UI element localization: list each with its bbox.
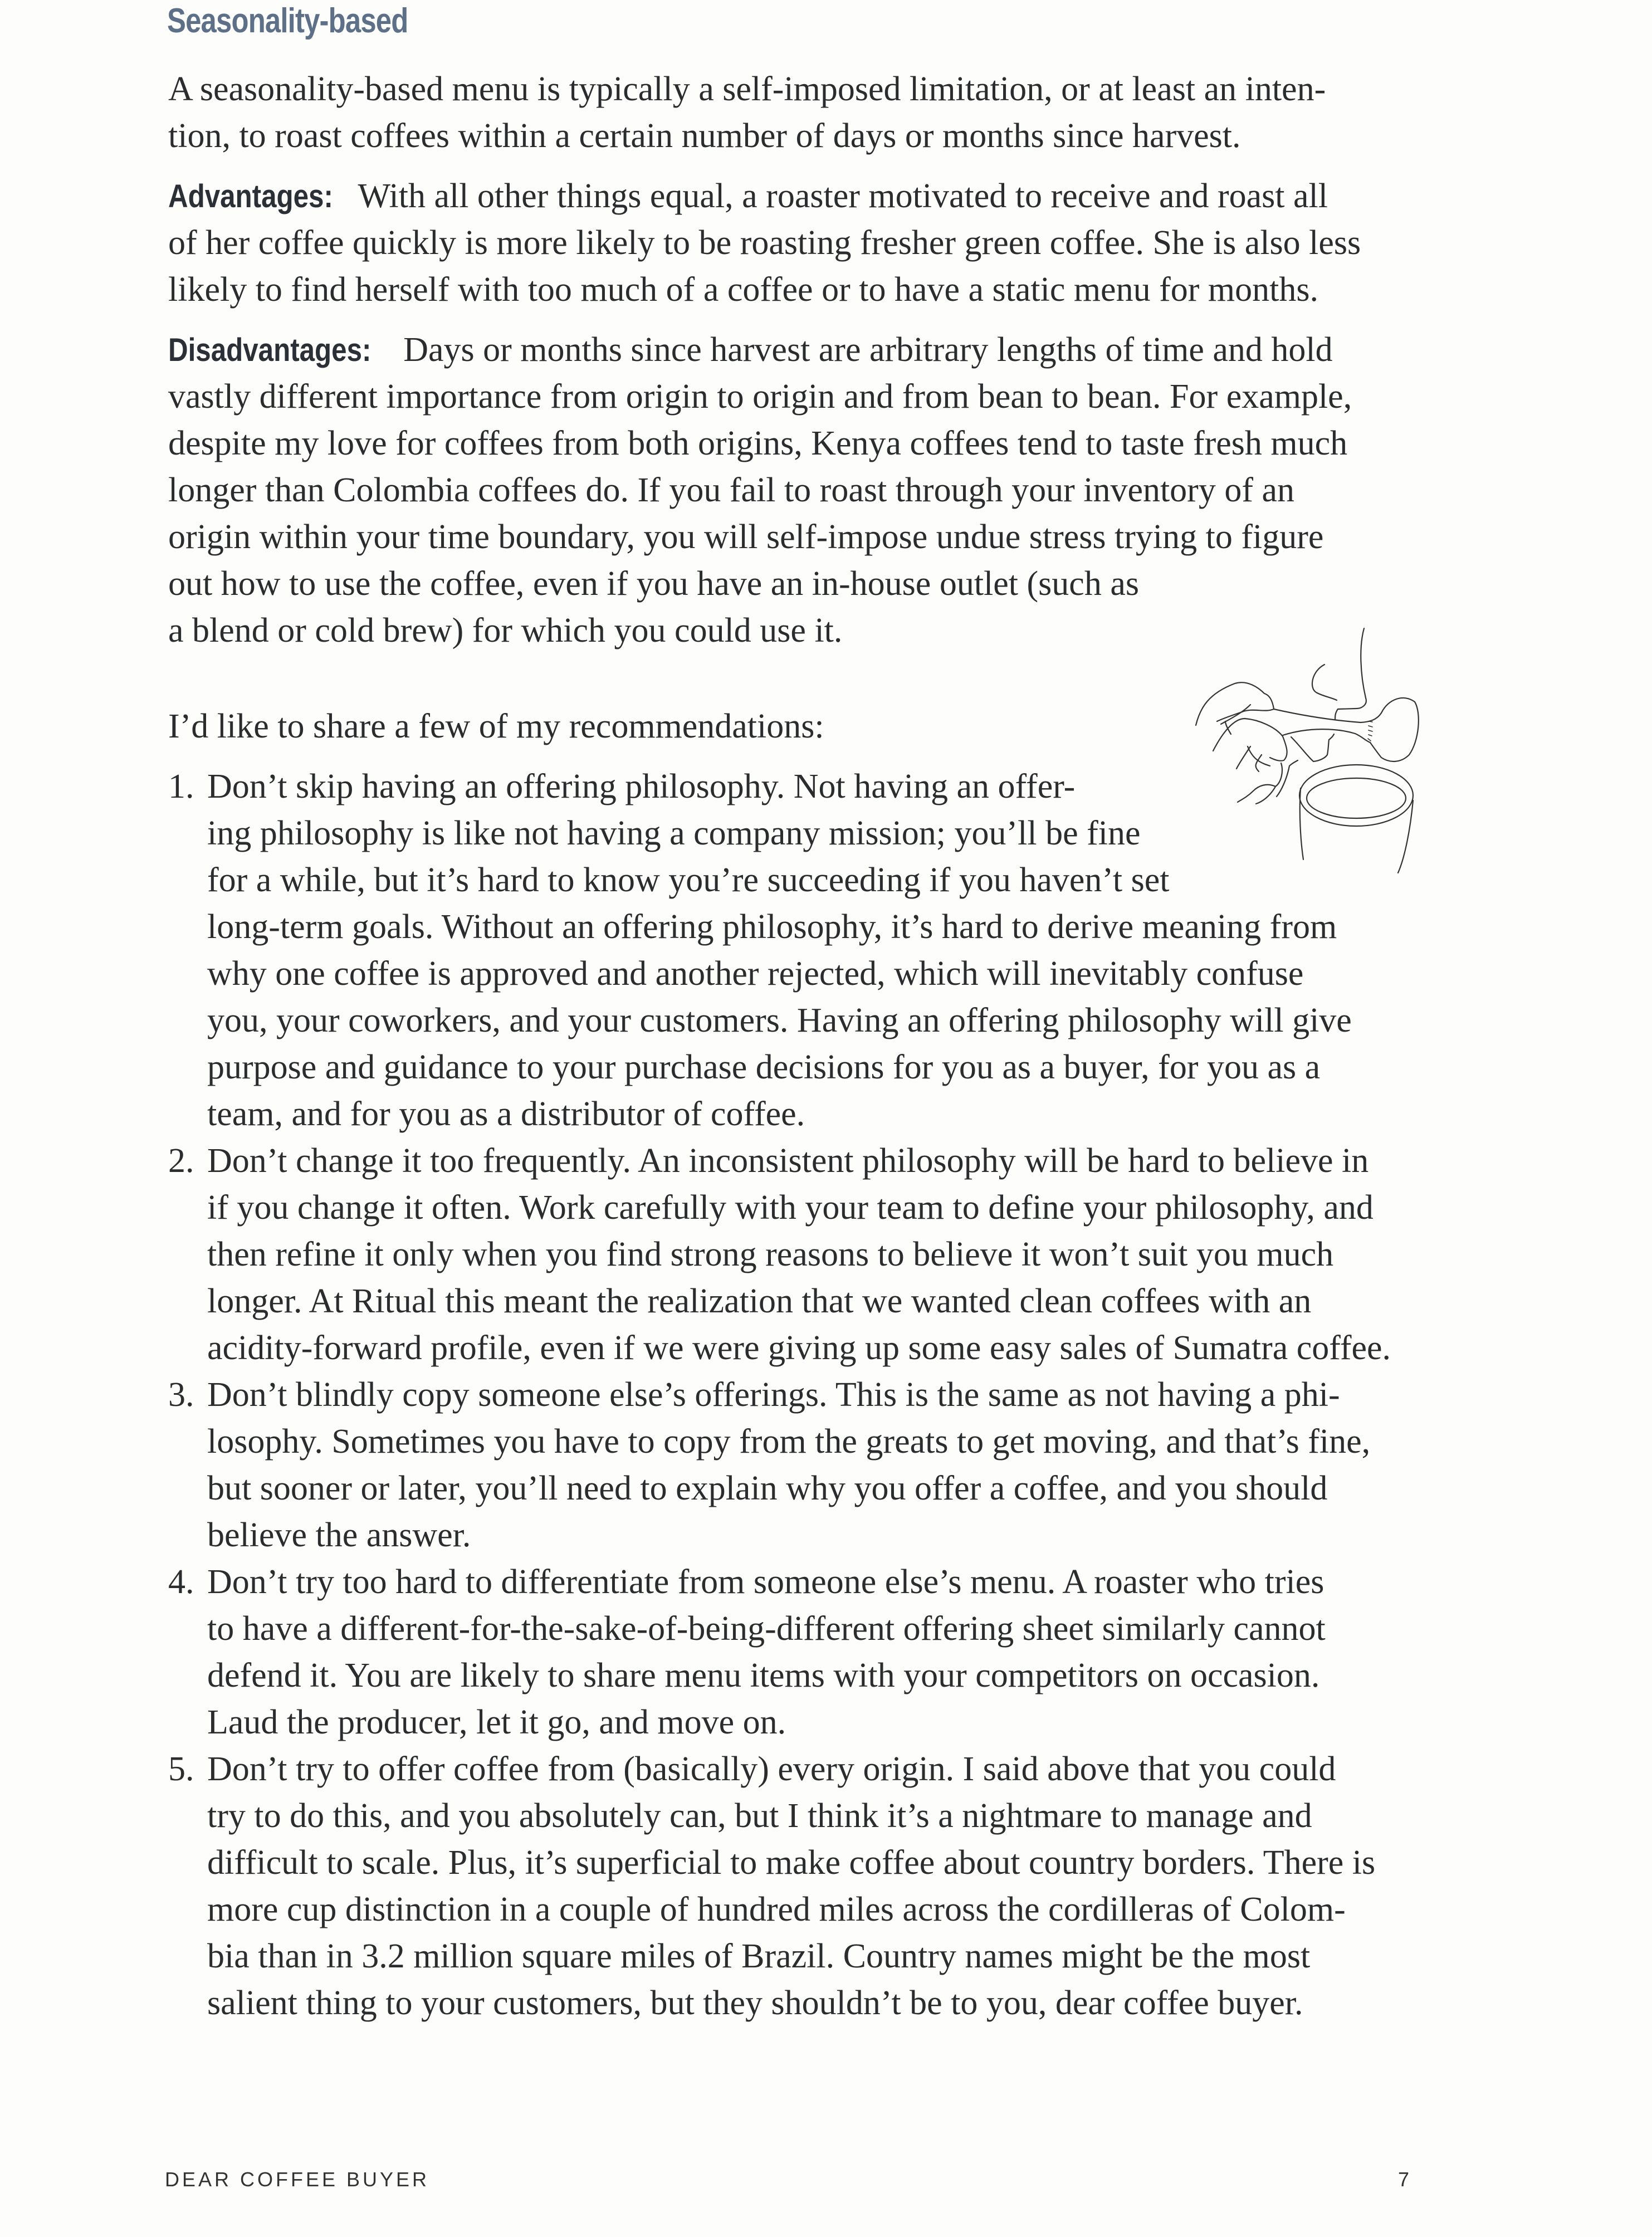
cup-rim-inner bbox=[1307, 778, 1406, 818]
text-line: team, and for you as a distributor of coffee. bbox=[207, 1095, 805, 1133]
text-line: more cup distinction in a couple of hundred miles across the cordilleras of Colom- bbox=[207, 1891, 1346, 1928]
text-line: origin within your time boundary, you will self-impose undue stress trying to figure bbox=[168, 518, 1324, 556]
nose-outline bbox=[1335, 628, 1366, 720]
text-line: acidity-forward profile, even if we were giving up some easy sales of Sumatra coffee. bbox=[207, 1329, 1391, 1367]
text-line: try to do this, and you absolutely can, but I think it’s a nightmare to manage and bbox=[207, 1797, 1312, 1835]
text-line: Don’t change it too frequently. An inconsistent philosophy will be hard to believe in bbox=[207, 1142, 1369, 1180]
text-line: longer than Colombia coffees do. If you fail to roast through your inventory of an bbox=[168, 471, 1294, 509]
text-line: you, your coworkers, and your customers. Having an offering philosophy will give bbox=[207, 1002, 1352, 1039]
text-run: With all other things equal, a roaster motivated to receive and roast all bbox=[350, 177, 1328, 215]
spoon-handle-bottom bbox=[1283, 729, 1370, 743]
cupping-spoon-illustration bbox=[1170, 613, 1560, 919]
intro-paragraph bbox=[168, 66, 1505, 159]
text-line: tion, to roast coffees within a certain number of days or months since harvest. bbox=[168, 117, 1241, 155]
page-body bbox=[168, 66, 1505, 2026]
text-line: likely to find herself with too much of a coffee or to have a static menu for months. bbox=[168, 271, 1318, 309]
list-number: 5. bbox=[168, 1750, 194, 1788]
text-line: bia than in 3.2 million square miles of Brazil. Country names might be the most bbox=[207, 1937, 1311, 1975]
text-line: salient thing to your customers, but they shouldn’t be to you, dear coffee buyer. bbox=[207, 1984, 1303, 2022]
text-line: purpose and guidance to your purchase decisions for you as a buyer, for you as a bbox=[207, 1048, 1321, 1086]
recommendation-item bbox=[168, 1137, 1505, 1371]
text-line: Don’t skip having an offering philosophy. Not having an offer- bbox=[207, 768, 1076, 805]
recommendation-item bbox=[168, 1746, 1505, 2026]
list-number: 1. bbox=[168, 768, 194, 805]
text-line: Don’t try too hard to differentiate from someone else’s menu. A roaster who tries bbox=[207, 1563, 1324, 1601]
text-line: out how to use the coffee, even if you have an in-house outlet (such as bbox=[168, 565, 1139, 603]
page-number: 7 bbox=[1398, 2168, 1410, 2191]
cup-rim-outer bbox=[1299, 765, 1413, 826]
text-line: Don’t try to offer coffee from (basically) every origin. I said above that you could bbox=[207, 1750, 1336, 1788]
advantages-label: Advantages: bbox=[168, 178, 333, 214]
text-line: but sooner or later, you’ll need to explain why you offer a coffee, and you should bbox=[207, 1469, 1328, 1507]
recommendation-item bbox=[168, 1371, 1505, 1559]
text-line: a blend or cold brew) for which you could use it. bbox=[168, 612, 843, 649]
text-line: I’d like to share a few of my recommendations: bbox=[168, 707, 824, 745]
text-line: long-term goals. Without an offering philosophy, it’s hard to derive meaning from bbox=[207, 908, 1337, 946]
text-line: despite my love for coffees from both origins, Kenya coffees tend to taste fresh much bbox=[168, 424, 1348, 462]
advantages-paragraph bbox=[168, 173, 1505, 313]
text-line: A seasonality-based menu is typically a self-imposed limitation, or at least an inten- bbox=[168, 70, 1326, 108]
text-run: Days or months since harvest are arbitrary lengths of time and hold bbox=[394, 331, 1333, 369]
list-number: 4. bbox=[168, 1563, 194, 1601]
recommendations-list bbox=[168, 763, 1505, 2026]
text-line bbox=[168, 326, 1505, 373]
text-line: of her coffee quickly is more likely to be roasting fresher green coffee. She is also less bbox=[168, 224, 1361, 262]
text-line: ing philosophy is like not having a company mission; you’ll be fine bbox=[207, 814, 1141, 852]
text-line: if you change it often. Work carefully with your team to define your philosophy, and bbox=[207, 1189, 1374, 1227]
list-number: 3. bbox=[168, 1376, 194, 1414]
text-line: to have a different-for-the-sake-of-being-different offering sheet similarly cannot bbox=[207, 1610, 1326, 1648]
hand-fingers bbox=[1213, 705, 1334, 804]
nostril-curve bbox=[1312, 665, 1337, 700]
disadvantages-paragraph bbox=[168, 326, 1505, 654]
text-line: why one coffee is approved and another rejected, which will inevitably confuse bbox=[207, 955, 1304, 993]
cup-sides bbox=[1300, 788, 1413, 873]
spoon-handle-top bbox=[1274, 698, 1419, 761]
text-line: for a while, but it’s hard to know you’re succeeding if you haven’t set bbox=[207, 861, 1170, 899]
text-line bbox=[168, 173, 1505, 219]
section-heading: Seasonality-based bbox=[167, 2, 408, 40]
text-line: Laud the producer, let it go, and move on. bbox=[207, 1703, 786, 1741]
list-number: 2. bbox=[168, 1142, 194, 1180]
text-line: vastly different importance from origin to origin and from bean to bean. For example, bbox=[168, 378, 1352, 416]
disadvantages-label: Disadvantages: bbox=[168, 332, 372, 368]
recommendation-item bbox=[168, 1559, 1505, 1746]
running-footer-title: DEAR COFFEE BUYER bbox=[165, 2168, 430, 2191]
text-line: believe the answer. bbox=[207, 1516, 471, 1554]
hand-thumb bbox=[1196, 682, 1274, 725]
text-line: difficult to scale. Plus, it’s superficial to make coffee about country borders. There is bbox=[207, 1844, 1376, 1882]
text-line: losophy. Sometimes you have to copy from the greats to get moving, and that’s fine, bbox=[207, 1423, 1371, 1461]
text-line: then refine it only when you find strong reasons to believe it won’t suit you much bbox=[207, 1235, 1334, 1273]
text-line: Don’t blindly copy someone else’s offerings. This is the same as not having a phi- bbox=[207, 1376, 1340, 1414]
text-line: defend it. You are likely to share menu items with your competitors on occasion. bbox=[207, 1657, 1320, 1694]
text-line: longer. At Ritual this meant the realization that we wanted clean coffees with an bbox=[207, 1282, 1312, 1320]
spoon-ridges bbox=[1368, 721, 1372, 741]
